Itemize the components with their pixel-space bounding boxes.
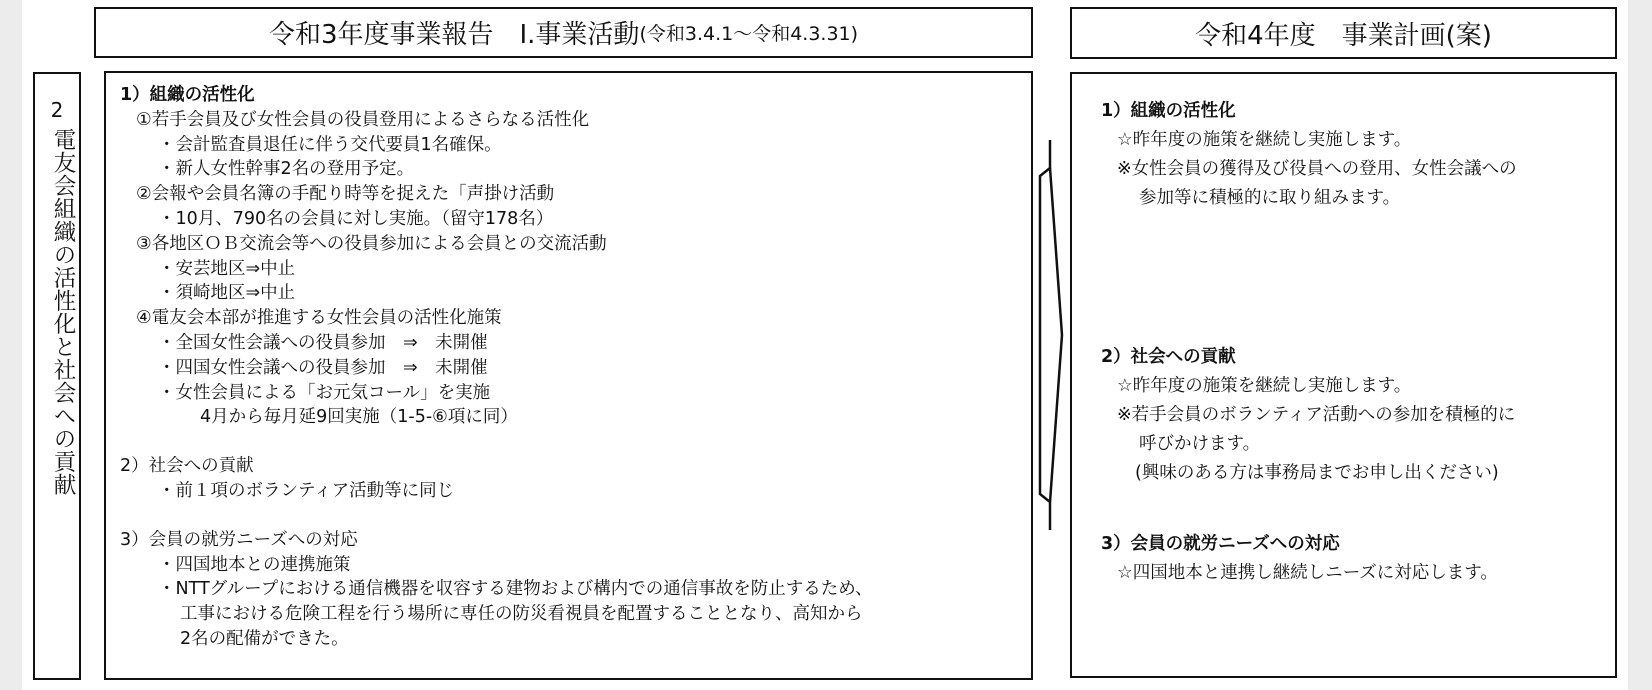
- report-s3-item2c: 2名の配備ができた。: [180, 628, 349, 649]
- report-s1-item4b: ・四国女性会議への役員参加 ⇒ 未開催: [158, 357, 488, 378]
- report-title: 令和3年度事業報告 Ⅰ.事業活動: [268, 20, 640, 50]
- report-period: (令和3.4.1～令和4.3.31): [639, 23, 859, 45]
- report-s1-item1b: ・新人女性幹事2名の登用予定。: [158, 159, 415, 180]
- plan-s2-heading: 2）社会への貢献: [1101, 347, 1236, 367]
- plan-s2-item1: ☆昨年度の施策を継続し実施します。: [1117, 376, 1412, 396]
- report-s1-item3b: ・須崎地区⇒中止: [158, 283, 296, 304]
- report-s1-item1: ①若手会員及び女性会員の役員登用によるさらなる活性化: [136, 109, 590, 130]
- plan-s3-item1: ☆四国地本と連携し継続しニーズに対応します。: [1117, 563, 1498, 583]
- plan-s2-item2c: (興味のある方は事務局までお申し出ください): [1135, 463, 1499, 483]
- section-number: 2: [50, 98, 64, 122]
- report-s1-item1a: ・会計監査員退任に伴う交代要員1名確保。: [158, 134, 502, 155]
- report-s1-item4: ④電友会本部が推進する女性会員の活性化施策: [136, 308, 502, 329]
- report-s2-item1: ・前１項のボランティア活動等に同じ: [158, 480, 455, 501]
- report-s1-item4d: 4月から毎月延9回実施（1-5-⑥項に同）: [200, 407, 518, 428]
- report-s1-item4c: ・女性会員による「お元気コール」を実施: [158, 382, 491, 403]
- plan-header: [1070, 7, 1617, 59]
- plan-s1-item1: ☆昨年度の施策を継続し実施します。: [1117, 130, 1412, 150]
- report-s3-item2b: 工事における危険工程を行う場所に専任の防災看視員を配置することとなり、高知から: [180, 604, 863, 625]
- report-s3-heading: 3）会員の就労ニーズへの対応: [120, 529, 358, 550]
- report-s1-item3: ③各地区ＯＢ交流会等への役員参加による会員との交流活動: [136, 233, 607, 254]
- spacer: [120, 430, 1031, 454]
- spacer: [120, 504, 1031, 528]
- report-s1-item2a: ・10月、790名の会員に対し実施。（留守178名）: [158, 208, 554, 229]
- report-header: [94, 7, 1033, 58]
- plan-s3-heading: 3）会員の就労ニーズへの対応: [1101, 534, 1340, 554]
- spacer: [1101, 488, 1615, 530]
- section-side-label: [33, 72, 81, 680]
- report-body: [104, 71, 1033, 680]
- report-s3-item1: ・四国地本との連携施策: [158, 554, 351, 575]
- plan-s1-heading: 1）組織の活性化: [1101, 101, 1236, 121]
- plan-s1-item2a: ※女性会員の獲得及び役員への登用、女性会議への: [1117, 159, 1517, 179]
- plan-body: [1070, 72, 1617, 678]
- report-s1-heading: 1）組織の活性化: [120, 85, 255, 105]
- plan-title: 令和4年度 事業計画(案): [1195, 20, 1492, 51]
- spacer: [1101, 213, 1615, 343]
- plan-s1-item2b: 参加等に積極的に取り組みます。: [1139, 188, 1401, 208]
- report-s2-heading: 2）社会への貢献: [120, 456, 254, 477]
- report-s1-item3a: ・安芸地区⇒中止: [158, 258, 296, 279]
- plan-s2-item2a: ※若手会員のボランティア活動への参加を積極的に: [1117, 405, 1516, 425]
- report-s1-item4a: ・全国女性会議への役員参加 ⇒ 未開催: [158, 332, 488, 353]
- right-arrow-icon: [1036, 140, 1070, 530]
- report-s3-item2a: ・NTTグループにおける通信機器を収容する建物および構内での通信事故を防止するため、: [158, 579, 873, 600]
- section-title-vertical: 電友会組織の活性化と社会への貢献: [50, 128, 76, 496]
- plan-s2-item2b: 呼びかけます。: [1139, 434, 1261, 454]
- report-s1-item2: ②会報や会員名簿の手配り時等を捉えた「声掛け活動: [136, 184, 555, 205]
